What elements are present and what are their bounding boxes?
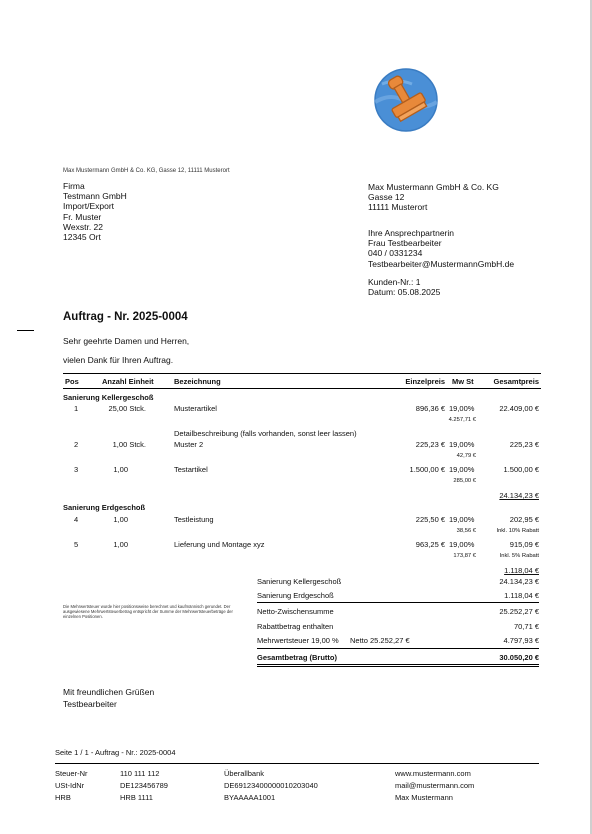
item-desc: Lieferung und Montage xyz xyxy=(174,540,265,549)
stamp-icon xyxy=(372,62,442,138)
contact-heading: Ihre Ansprechpartnerin xyxy=(368,228,454,238)
item-vat: 19,00% xyxy=(449,540,475,549)
item-total: 915,09 € xyxy=(509,540,539,549)
total-top-rule xyxy=(257,648,539,649)
netto-value: 25.252,27 € xyxy=(499,607,539,616)
company-logo xyxy=(372,62,442,138)
footer-owner: Max Mustermann xyxy=(395,792,453,802)
footer-bank: BYAAAAA1001 xyxy=(224,792,276,802)
item-vat-amount: 42,79 € xyxy=(456,453,476,459)
gesamt-value: 30.050,20 € xyxy=(499,653,539,662)
footer-website[interactable]: www.mustermann.com xyxy=(395,769,471,778)
document-title: Auftrag - Nr. 2025-0004 xyxy=(63,311,188,323)
summary-section-value: 24.134,23 € xyxy=(499,577,539,586)
closing-greeting: Mit freundlichen Grüßen xyxy=(63,687,155,697)
item-total: 1.500,00 € xyxy=(503,465,539,474)
recipient-line: Fr. Muster xyxy=(63,211,102,222)
rabatt-value: 70,71 € xyxy=(513,622,539,631)
item-pos: 5 xyxy=(74,540,79,549)
col-header-total: Gesamtpreis xyxy=(493,377,539,386)
item-qty: 1,00 xyxy=(113,540,128,549)
closing xyxy=(63,686,154,710)
item-unit-price: 896,36 € xyxy=(415,404,445,413)
footer-column-values xyxy=(120,768,168,803)
footer-email[interactable]: mail@mustermann.com xyxy=(395,780,475,790)
contact-email: Testbearbeiter@MustermannGmbH.de xyxy=(368,258,515,269)
item-discount-note: Inkl. 5% Rabatt xyxy=(499,553,539,559)
footer-value: 110 111 112 xyxy=(120,769,160,778)
footer-label: USt-IdNr xyxy=(55,780,85,790)
section-subtotal: 1.118,04 € xyxy=(504,566,539,575)
company-address xyxy=(368,182,499,213)
item-vat-amount: 285,00 € xyxy=(453,478,476,484)
item-unit-price: 963,25 € xyxy=(415,540,445,549)
item-total: 202,95 € xyxy=(509,515,539,524)
vat-disclaimer: Die Mehrwertsteuer wurde hier positionsweise berechnet und kaufmännisch gerundet. Der ausgewiesene Mehrwertsteuerbetrag entspricht der Summe der Mehrwertsteuerbeträge der einzelnen Positionen. xyxy=(63,604,233,619)
summary-rule xyxy=(257,602,539,603)
contact-phone: 040 / 0331234 xyxy=(368,248,423,259)
footer-column-contact xyxy=(395,768,474,803)
item-pos: 2 xyxy=(74,440,79,449)
item-desc: Musterartikel xyxy=(174,404,217,413)
recipient-line: Testmann GmbH xyxy=(63,191,127,202)
summary-section-label: Sanierung Kellergeschoß xyxy=(257,577,342,586)
footer-value: HRB 1111 xyxy=(120,792,153,802)
customer-number: Kunden-Nr.: 1 xyxy=(368,277,421,287)
item-vat: 19,00% xyxy=(449,515,475,524)
recipient-line: Firma xyxy=(63,181,85,191)
document-date: Datum: 05.08.2025 xyxy=(368,287,441,298)
customer-info xyxy=(368,277,440,297)
item-vat: 19,00% xyxy=(449,465,475,474)
rabatt-label: Rabattbetrag enthalten xyxy=(257,622,334,631)
item-vat: 19,00% xyxy=(449,440,475,449)
sender-return-address: Max Mustermann GmbH & Co. KG, Gasse 12, 11111 Musterort xyxy=(63,168,230,174)
footer-bank: Überallbank xyxy=(224,769,265,778)
col-header-unit-price: Einzelpreis xyxy=(405,377,445,386)
netto-label: Netto-Zwischensumme xyxy=(257,607,334,616)
item-qty: 1,00 Stck. xyxy=(112,440,146,449)
company-name: Max Mustermann GmbH & Co. KG xyxy=(368,182,499,192)
item-unit-price: 225,23 € xyxy=(415,440,445,449)
footer-label: HRB xyxy=(55,792,71,802)
item-pos: 4 xyxy=(74,515,79,524)
item-total: 22.409,00 € xyxy=(499,404,539,413)
item-unit-price: 225,50 € xyxy=(415,515,445,524)
company-street: Gasse 12 xyxy=(368,192,405,203)
table-top-rule xyxy=(63,373,541,374)
item-vat-amount: 38,56 € xyxy=(456,528,476,534)
col-header-vat: Mw St xyxy=(452,377,474,386)
col-header-qty: Anzahl Einheit xyxy=(102,377,154,386)
item-total: 225,23 € xyxy=(509,440,539,449)
item-pos: 1 xyxy=(74,404,79,413)
item-qty: 25,00 Stck. xyxy=(108,404,146,413)
item-vat-amount: 173,87 € xyxy=(453,553,476,559)
page-footer-info: Seite 1 / 1 - Auftrag - Nr.: 2025-0004 xyxy=(55,748,176,757)
gesamt-label: Gesamtbetrag (Brutto) xyxy=(257,653,338,662)
footer-bank: DE69123400000010203040 xyxy=(224,780,318,790)
contact-name: Frau Testbearbeiter xyxy=(368,238,442,249)
item-vat-amount: 4.257,71 € xyxy=(448,417,476,423)
table-header-rule xyxy=(63,388,541,389)
section-subtotal: 24.134,23 € xyxy=(499,491,539,500)
summary-section-value: 1.118,04 € xyxy=(504,591,539,600)
recipient-line: 12345 Ort xyxy=(63,232,101,243)
item-desc: Testartikel xyxy=(174,465,208,474)
item-detail: Detailbeschreibung (falls vorhanden, sonst leer lassen) xyxy=(174,429,357,438)
item-pos: 3 xyxy=(74,465,79,474)
col-header-pos: Pos xyxy=(65,377,79,386)
col-header-desc: Bezeichnung xyxy=(174,377,221,386)
item-unit-price: 1.500,00 € xyxy=(409,465,445,474)
footer-label: Steuer-Nr xyxy=(55,769,88,778)
mwst-netto: Netto 25.252,27 € xyxy=(350,636,410,645)
salutation: Sehr geehrte Damen und Herren, xyxy=(63,336,190,346)
footer-value: DE123456789 xyxy=(120,780,168,790)
item-vat: 19,00% xyxy=(449,404,475,413)
total-double-rule xyxy=(257,666,539,667)
footer-rule xyxy=(55,763,539,764)
closing-name: Testbearbeiter xyxy=(63,699,117,709)
item-desc: Testleistung xyxy=(174,515,214,524)
contact-person xyxy=(368,228,514,269)
section-title: Sanierung Kellergeschoß xyxy=(63,393,154,402)
footer-column-labels xyxy=(55,768,88,803)
recipient-line: Wexstr. 22 xyxy=(63,221,103,232)
fold-mark xyxy=(17,330,34,331)
item-desc: Muster 2 xyxy=(174,440,204,449)
item-qty: 1,00 xyxy=(113,465,128,474)
recipient-line: Import/Export xyxy=(63,201,115,212)
total-double-rule xyxy=(257,664,539,665)
section-title: Sanierung Erdgeschoß xyxy=(63,503,146,512)
item-qty: 1,00 xyxy=(113,515,128,524)
mwst-label: Mehrwertsteuer 19,00 % xyxy=(257,636,339,645)
item-discount-note: Inkl. 10% Rabatt xyxy=(496,528,539,534)
mwst-value: 4.797,93 € xyxy=(503,636,539,645)
recipient-address xyxy=(63,181,127,242)
footer-column-bank xyxy=(224,768,318,803)
company-city: 11111 Musterort xyxy=(368,202,428,213)
summary-section-label: Sanierung Erdgeschoß xyxy=(257,591,334,600)
thanks-text: vielen Dank für Ihren Auftrag. xyxy=(63,355,174,365)
